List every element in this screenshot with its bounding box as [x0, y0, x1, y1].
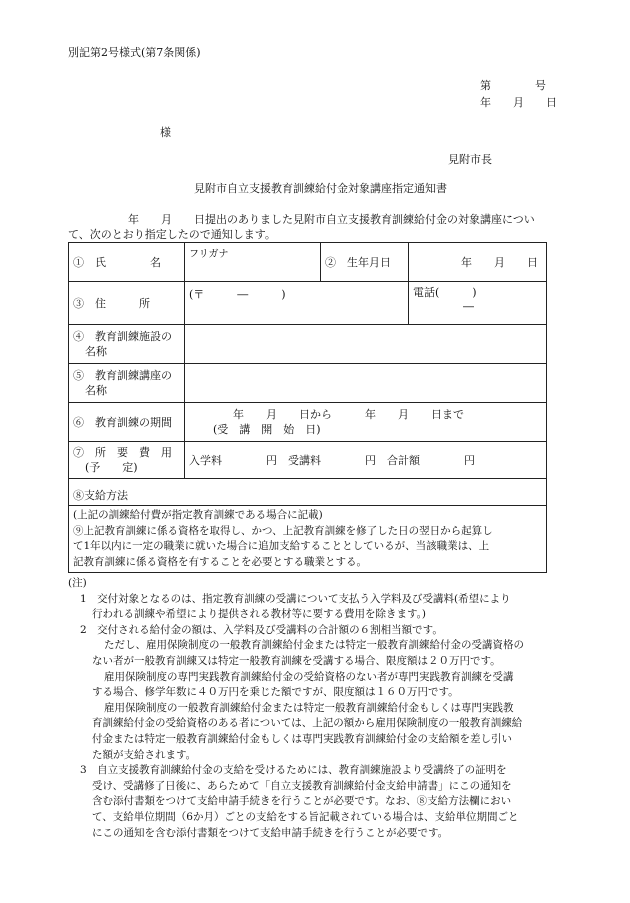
- dob-label: ② 生年月日: [321, 243, 409, 282]
- phone-label: 電話( ): [413, 286, 477, 299]
- furigana-label: フリガナ: [189, 249, 229, 260]
- row-period: [69, 403, 547, 442]
- note-2-line-a: 2 交付される給付金の額は、入学料及び受講料の合計額の６割相当額です。: [80, 623, 443, 636]
- course-label: [69, 364, 185, 403]
- course-label-line1: ⑤ 教育訓練講座の: [73, 369, 172, 382]
- row-facility: [69, 325, 547, 364]
- note-3-line-e: にこの通知を含む添付書類をつけて支給申請手続きを行うことが必要です。: [92, 826, 449, 839]
- additional-payment-field[interactable]: [69, 506, 547, 573]
- row-name: [69, 243, 547, 282]
- payment-label: ⑧支給方法: [73, 489, 128, 502]
- designation-form-table: [68, 242, 547, 573]
- item9-line1: ⑨上記教育訓練に係る資格を取得し、かつ、上記教育訓練を修了した日の翌日から起算し: [73, 524, 493, 537]
- notes-section: [68, 576, 558, 841]
- addressee-suffix: 様: [160, 126, 171, 139]
- issuer: 見附市長: [448, 153, 492, 166]
- facility-label-line2: 名称: [85, 345, 107, 358]
- note-2-line-e: する場合、修学年数に４０万円を乗じた額ですが、限度額は１６０万円です。: [92, 686, 459, 699]
- note-3-line-c: 含む添付書類をつけて支給申請手続きを行うことが必要です。なお、⑧支給方法欄におい: [92, 795, 512, 808]
- row-course: [69, 364, 547, 403]
- note-1-line-a: 1 交付対象となるのは、指定教育訓練の受講について支払う入学料及び受講料(希望により: [80, 592, 511, 605]
- note-2-line-b: ただし、雇用保険制度の一般教育訓練給付金または特定一般教育訓練給付金の受講資格の: [104, 639, 524, 652]
- note-1-line-b: 行われる訓練や希望により提供される教材等に要する費用を除きます。): [92, 608, 427, 621]
- note-2-line-i: た額が支給されます。: [92, 748, 197, 761]
- address-label: ③ 住 所: [69, 282, 185, 325]
- issue-date: 年 月 日: [480, 96, 557, 109]
- period-label: ⑥ 教育訓練の期間: [69, 403, 185, 442]
- postal-code: (〒 ― ): [189, 288, 286, 301]
- name-label: ① 氏 名: [69, 243, 185, 282]
- row-cost: [69, 442, 547, 479]
- cost-label-line1: ⑦ 所 要 費 用: [73, 446, 172, 459]
- notes-heading: (注): [68, 577, 87, 589]
- note-3-line-b: 受け、受講修了日後に、あらためて「自立支援教育訓練給付金支給申請書」にこの通知を: [92, 779, 512, 792]
- cost-label: [69, 442, 185, 479]
- facility-field[interactable]: [185, 325, 547, 364]
- phone-field[interactable]: [409, 282, 547, 325]
- period-note: (受 講 開 始 日): [213, 423, 321, 436]
- course-label-line2: 名称: [85, 384, 107, 397]
- facility-label: [69, 325, 185, 364]
- form-reference: 別記第2号様式(第7条関係): [68, 46, 201, 59]
- phone-dash: ―: [463, 300, 474, 313]
- intro-line-2: て、次のとおり指定したので通知します。: [68, 228, 276, 241]
- cost-label-line2: (予 定): [85, 461, 138, 474]
- payment-method-field[interactable]: [69, 479, 547, 506]
- note-2-line-c: ない者が一般教育訓練又は特定一般教育訓練を受講する場合、限度額は２０万円です。: [92, 654, 501, 667]
- row-address: [69, 282, 547, 325]
- note-2-line-g: 育訓練給付金の受給資格のある者については、上記の額から雇用保険制度の一般教育訓練給: [92, 717, 523, 730]
- note-3-line-a: 3 自立支援教育訓練給付金の支給を受けるためには、教育訓練施設より受講終了の証明を: [80, 764, 507, 777]
- item9-line3: 記教育訓練に係る資格を有することを必要とする職業とする。: [73, 555, 367, 568]
- note-2-line-f: 雇用保険制度の一般教育訓練給付金または特定一般教育訓練給付金もしくは専門実践教: [104, 701, 514, 714]
- note-2-line-h: 付金または特定一般教育訓練給付金もしくは専門実践教育訓練給付金の支給額を差し引い: [92, 732, 512, 745]
- note-3-line-d: て、支給単位期間（6か月）ごとの支給をする旨記載されている場合は、支給単位期間ごと: [92, 810, 519, 823]
- dob-field[interactable]: 年 月 日: [409, 243, 547, 282]
- document-number: 第 号: [480, 79, 546, 92]
- address-field[interactable]: [185, 282, 409, 325]
- period-value: 年 月 日から 年 月 日まで: [233, 408, 464, 421]
- intro-line-1: 年 月 日提出のありました見附市自立支援教育訓練給付金の対象講座につい: [128, 213, 535, 226]
- cost-field[interactable]: 入学料 円 受講料 円 合計額 円: [185, 442, 547, 479]
- row-payment: [69, 479, 547, 506]
- note-2-line-d: 雇用保険制度の専門実践教育訓練給付金の受給資格のない者が専門実践教育訓練を受講: [104, 670, 514, 683]
- course-field[interactable]: [185, 364, 547, 403]
- document-title: 見附市自立支援教育訓練給付金対象講座指定通知書: [194, 182, 447, 195]
- item9-line2: て1年以内に一定の職業に就いた場合に追加支給することとしているが、当該職業は、上: [73, 540, 490, 552]
- period-field[interactable]: [185, 403, 547, 442]
- payment-note: (上記の訓練給付費が指定教育訓練である場合に記載): [73, 509, 323, 521]
- row-additional: [69, 506, 547, 573]
- facility-label-line1: ④ 教育訓練施設の: [73, 330, 172, 343]
- name-field[interactable]: [185, 243, 321, 282]
